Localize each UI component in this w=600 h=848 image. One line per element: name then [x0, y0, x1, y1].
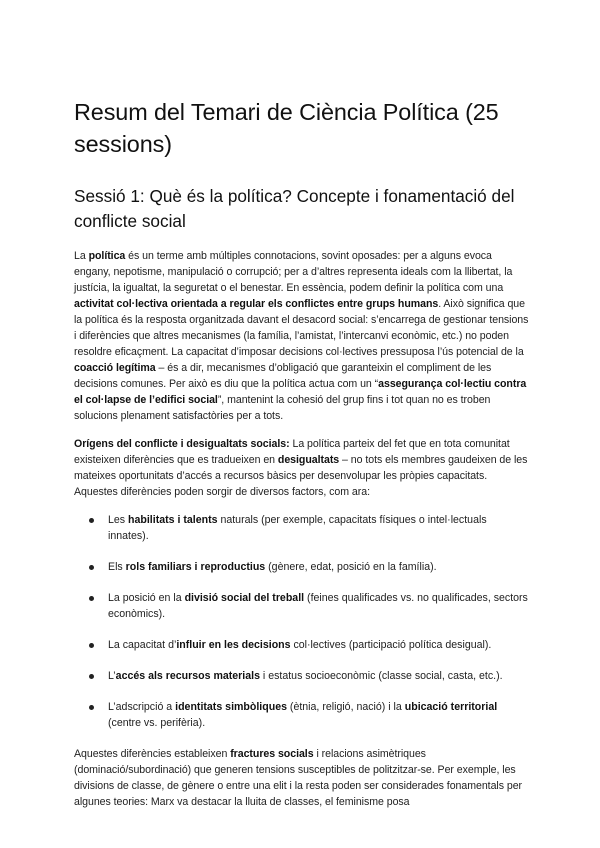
text-run: . Això significa que la política és la resposta organitzada davant el desacord social: s’encarrega de gestionar tensions i diferències que altres mecanismes (la família, l’amistat, l’intercanvi econòmic, etc.) no poden resoldre eficaçment. La capacitat d’imposar decisions col·lectives pressuposa l’ús potencial de la	[74, 298, 529, 358]
paragraph-definition	[74, 248, 530, 424]
section-heading: Sessió 1: Què és la política? Concepte i fonamentació del conflicte social	[74, 186, 515, 231]
text-run: La	[74, 250, 89, 262]
text-run: (feines qualificades vs. no qualificades, sectors econòmics).	[108, 592, 528, 620]
text-run: naturals (per exemple, capacitats físiques o intel·lectuals innates).	[108, 514, 487, 542]
bold-term: influir en les decisions	[176, 639, 291, 651]
bullet-icon	[89, 705, 94, 710]
bold-term: divisió social del treball	[184, 592, 305, 604]
paragraph-origins	[74, 436, 530, 500]
list-item	[74, 699, 530, 731]
paragraph-fractures	[74, 746, 530, 810]
bold-term: desigualtats	[277, 454, 340, 466]
list-item	[74, 590, 530, 622]
text-run: La posició en la	[108, 592, 185, 604]
bold-term: política	[88, 250, 126, 262]
bullet-icon	[89, 643, 94, 648]
text-run: i relacions asimètriques (dominació/subordinació) que generen tensions susceptibles de politzitzar-se. Per exemple, les divisions de classe, de gènere o entre una elit i la resta poden ser considerades fonamentals per algunes teories: Marx va destacar la lluita de classes, el feminisme posa	[74, 748, 523, 808]
bold-term: ubicació territorial	[404, 701, 498, 713]
bold-term: accés als recursos materials	[115, 670, 260, 682]
list-item	[74, 637, 530, 653]
bold-term: fractures socials	[230, 748, 314, 760]
text-run: (gènere, edat, posició en la família).	[265, 561, 437, 573]
text-run: és un terme amb múltiples connotacions, sovint oposades: per a alguns evoca engany, nepotisme, manipulació o corrupció; per a d’altres representa ideals com la llibertat, la justícia, la igualtat, la seguretat o el benestar. En essència, podem definir la política com una	[74, 250, 513, 294]
text-run: La política parteix del fet que en tota comunitat existeixen diferències que es tradueixen en	[74, 438, 510, 466]
bullet-icon	[89, 565, 94, 570]
text-run: – no tots els membres gaudeixen de les mateixes oportunitats d’accés a recursos bàsics per desenvolupar les pròpies capacitats. Aquestes diferències poden sorgir de diversos factors, com ara:	[74, 454, 528, 498]
bullet-icon	[89, 674, 94, 679]
bold-lead: Orígens del conflicte i desigualtats socials:	[74, 438, 290, 450]
text-run: Els	[108, 561, 126, 573]
list-item	[74, 668, 530, 684]
bullet-icon	[89, 518, 94, 523]
text-run: ”, mantenint la cohesió del grup fins i tot quan no es troben solucions plenament satisfactòries per a tots.	[74, 394, 491, 422]
bold-term: assegurança col·lectiu contra el col·lapse de l’edifici social	[74, 378, 527, 406]
bold-term: coacció legítima	[74, 362, 156, 374]
page-title: Resum del Temari de Ciència Política (25 sessions)	[74, 99, 499, 157]
text-run: La capacitat d’	[108, 639, 177, 651]
text-run: col·lectives (participació política desigual).	[290, 639, 492, 651]
text-run: – és a dir, mecanismes d’obligació que garanteixin el compliment de les decisions comunes. Per això es diu que la política actua com un “	[74, 362, 492, 390]
text-run: i estatus socioeconòmic (classe social, casta, etc.).	[259, 670, 503, 682]
bold-term: activitat col·lectiva orientada a regular els conflictes entre grups humans	[74, 298, 439, 310]
inequality-factors-list	[74, 512, 530, 731]
bold-term: identitats simbòliques	[175, 701, 287, 713]
list-item	[74, 512, 530, 544]
list-item	[74, 559, 530, 575]
document-content	[74, 96, 530, 810]
bold-term: habilitats i talents	[128, 514, 218, 526]
text-run: L’adscripció a	[108, 701, 176, 713]
text-run: (centre vs. perifèria).	[108, 717, 206, 729]
text-run: L’	[108, 670, 116, 682]
bold-term: rols familiars i reproductius	[125, 561, 266, 573]
bullet-icon	[89, 596, 94, 601]
text-run: (ètnia, religió, nació) i la	[286, 701, 405, 713]
text-run: Les	[108, 514, 129, 526]
text-run: Aquestes diferències estableixen	[74, 748, 231, 760]
